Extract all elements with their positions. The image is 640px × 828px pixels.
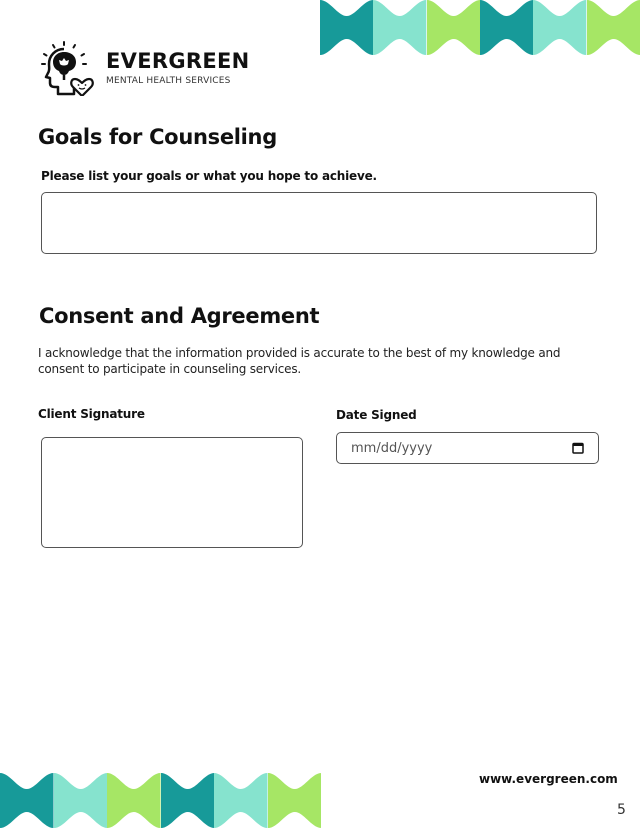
wave-segment-mint — [54, 773, 108, 828]
wave-segment-teal — [480, 0, 533, 55]
calendar-icon[interactable] — [572, 442, 584, 454]
goals-prompt-label: Please list your goals or what you hope to achieve. — [41, 169, 377, 183]
date-signed-input[interactable] — [336, 432, 599, 464]
wave-segment-teal — [320, 0, 373, 55]
wave-segment-mint — [373, 0, 426, 55]
page-number: 5 — [617, 802, 626, 818]
consent-statement: I acknowledge that the information provided is accurate to the best of my knowledge and consent to participate in counseling services. — [38, 346, 561, 376]
wave-segment-lime — [268, 773, 322, 828]
wave-segment-lime — [107, 773, 161, 828]
top-wave-decoration — [320, 0, 640, 55]
wave-segment-lime — [427, 0, 480, 55]
wave-segment-teal — [0, 773, 54, 828]
date-placeholder: mm/dd/yyyy — [351, 440, 433, 456]
bottom-wave-decoration — [0, 773, 321, 828]
footer-website-link[interactable]: www.evergreen.com — [479, 772, 618, 786]
brand-name: EVERGREEN — [106, 48, 250, 73]
wave-segment-teal — [161, 773, 215, 828]
brand-logo — [40, 40, 250, 96]
client-signature-field[interactable] — [41, 437, 303, 548]
head-with-heart-icon — [40, 40, 96, 96]
brand-tagline: MENTAL HEALTH SERVICES — [106, 75, 231, 86]
consent-section-title: Consent and Agreement — [39, 304, 320, 328]
date-signed-label: Date Signed — [336, 408, 417, 422]
client-signature-label: Client Signature — [38, 407, 145, 421]
wave-segment-mint — [214, 773, 268, 828]
goals-section-title: Goals for Counseling — [38, 125, 277, 149]
wave-segment-mint — [533, 0, 586, 55]
wave-segment-lime — [587, 0, 640, 55]
goals-textarea[interactable] — [41, 192, 597, 254]
